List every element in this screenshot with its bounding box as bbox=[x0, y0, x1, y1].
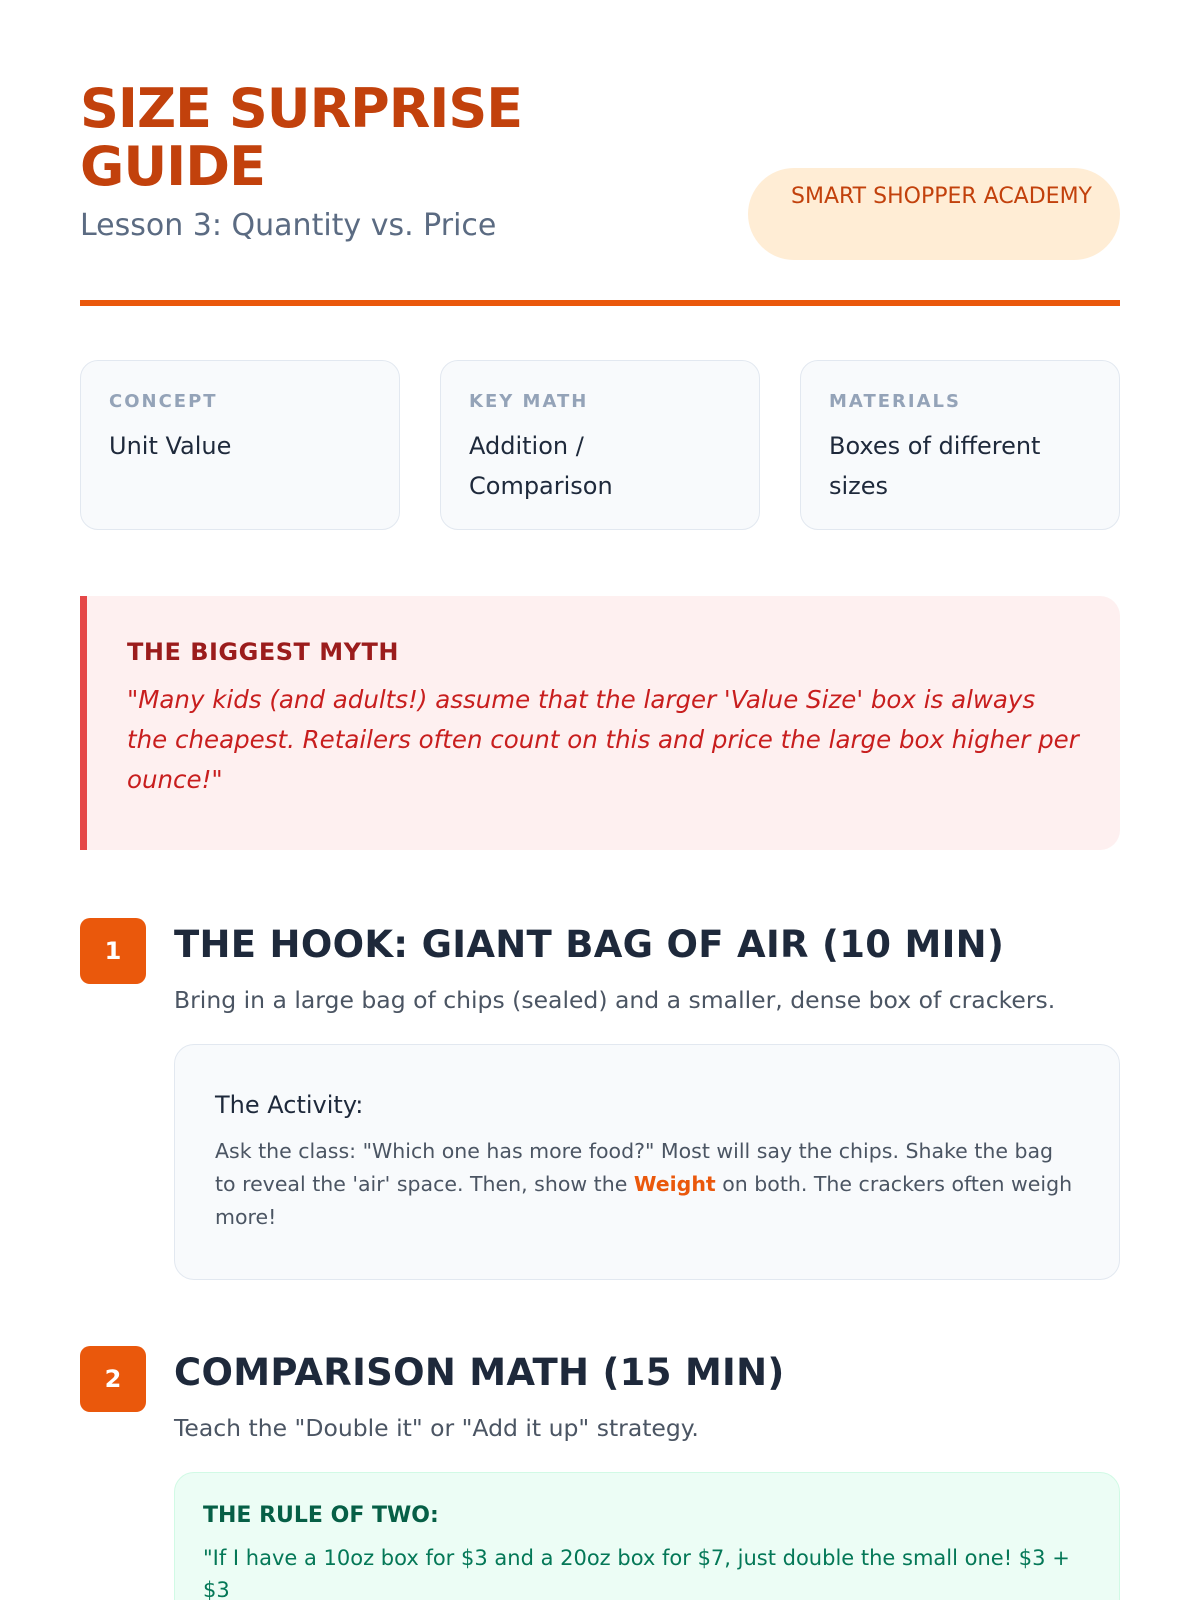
card-value: Addition / Comparison bbox=[469, 432, 613, 500]
card-value: Unit Value bbox=[109, 432, 232, 460]
materials-card bbox=[800, 360, 1120, 530]
concept-card bbox=[80, 360, 400, 530]
step-2 bbox=[80, 1346, 1120, 1600]
page-title: SIZE SURPRISE GUIDE bbox=[80, 77, 523, 198]
card-label: KEY MATH bbox=[469, 391, 589, 412]
page-subtitle: Lesson 3: Quantity vs. Price bbox=[80, 208, 497, 243]
myth-quote: "Many kids (and adults!) assume that the larger 'Value Size' box is always the cheapest. Retailers often count on this and price the large box higher per ounce!" bbox=[127, 685, 1079, 794]
card-label: MATERIALS bbox=[829, 391, 961, 412]
step-title: COMPARISON MATH (15 MIN) bbox=[174, 1351, 785, 1394]
activity-box bbox=[174, 1044, 1120, 1280]
activity-text bbox=[215, 1135, 1079, 1234]
activity-text-end: on both. The crackers often weigh more! bbox=[215, 1172, 1073, 1229]
rule-of-two-box bbox=[174, 1472, 1120, 1600]
card-label: CONCEPT bbox=[109, 391, 218, 412]
header-divider bbox=[80, 300, 1120, 306]
step-1 bbox=[80, 918, 1120, 1280]
step-description: Bring in a large bag of chips (sealed) and a smaller, dense box of crackers. bbox=[174, 986, 1056, 1014]
weight-highlight: Weight bbox=[633, 1172, 716, 1196]
rule-text: "If I have a 10oz box for $3 and a 20oz box for $7, just double the small one! $3 + $3 bbox=[203, 1546, 1070, 1600]
activity-text-start: Ask the class: "Which one has more food?" Most will say the chips. Shake the bag to reveal the 'air' space. Then, show the bbox=[215, 1139, 1054, 1196]
step-description: Teach the "Double it" or "Add it up" strategy. bbox=[174, 1414, 699, 1442]
key-math-card bbox=[440, 360, 760, 530]
rule-title: THE RULE OF TWO: bbox=[203, 1503, 439, 1528]
myth-callout bbox=[80, 596, 1120, 850]
page-header bbox=[80, 77, 1120, 300]
activity-title: The Activity: bbox=[215, 1091, 364, 1119]
step-number-badge: 1 bbox=[80, 918, 146, 984]
academy-badge: SMART SHOPPER ACADEMY bbox=[748, 168, 1120, 260]
info-cards bbox=[80, 360, 1120, 530]
step-number-badge: 2 bbox=[80, 1346, 146, 1412]
myth-title: THE BIGGEST MYTH bbox=[127, 638, 399, 666]
step-title: THE HOOK: GIANT BAG OF AIR (10 MIN) bbox=[174, 923, 1005, 966]
card-value: Boxes of different sizes bbox=[829, 432, 1041, 500]
